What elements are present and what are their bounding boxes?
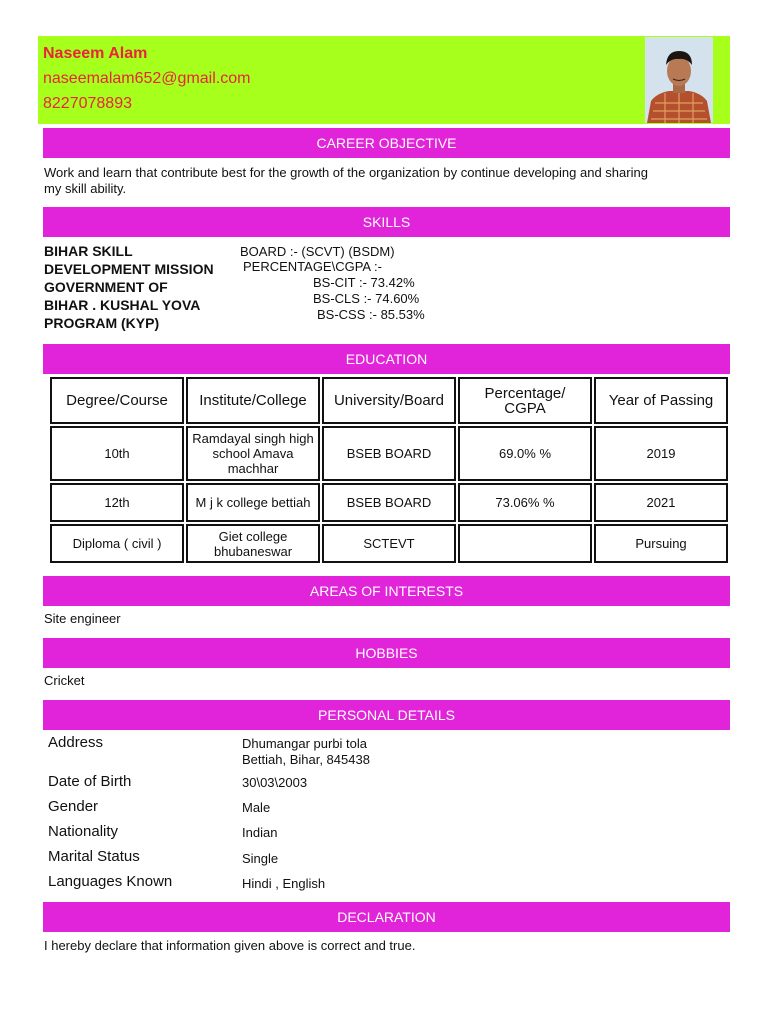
year-cell: Pursuing [594,524,728,563]
skill-board: BOARD :- (SCVT) (BSDM) [240,244,395,259]
table-row [50,426,728,481]
skill-bs-css: BS-CSS :- 85.53% [317,307,425,322]
dob-label: Date of Birth [48,773,132,790]
resume-header [38,36,730,124]
address-line1: Dhumangar purbi tola [242,736,368,751]
education-header-row [50,377,728,424]
col-percentage-header: Percentage/ CGPA [458,377,592,424]
languages-value: Hindi , English [242,876,326,891]
table-row [50,524,728,563]
candidate-name: Naseem Alam [43,45,148,62]
col-degree-header: Degree/Course [50,377,184,424]
gender-value: Male [242,800,271,815]
percentage-cell: 69.0% % [458,426,592,481]
institute-cell: Ramdayal singh high school Amava machhar [186,426,320,481]
degree-cell: 10th [50,426,184,481]
year-cell: 2019 [594,426,728,481]
col-year-header: Year of Passing [594,377,728,424]
marital-status-label: Marital Status [48,848,140,865]
marital-status-value: Single [242,851,279,866]
degree-cell: Diploma ( civil ) [50,524,184,563]
address-label: Address [48,734,104,751]
degree-cell: 12th [50,483,184,522]
candidate-email[interactable]: naseemalam652@gmail.com [43,70,251,87]
education-table [48,375,730,565]
address-line2: Bettiah, Bihar, 845438 [242,752,370,767]
percentage-cell: 73.06% % [458,483,592,522]
col-institute-header: Institute/College [186,377,320,424]
board-cell: BSEB BOARD [322,483,456,522]
section-education: EDUCATION [43,344,730,374]
skill-percentage-label: PERCENTAGE\CGPA :- [243,259,382,274]
declaration-text: I hereby declare that information given above is correct and true. [44,938,416,953]
skill-institution-line: GOVERNMENT OF [44,279,168,295]
institute-cell: Giet college bhubaneswar [186,524,320,563]
skill-institution-line: BIHAR SKILL [44,243,133,259]
career-objective-line1: Work and learn that contribute best for the growth of the organization by continue developing and sharing [44,165,648,180]
candidate-phone[interactable]: 8227078893 [43,95,132,112]
section-personal-details: PERSONAL DETAILS [43,700,730,730]
skill-institution [44,242,244,332]
col-board-header: University/Board [322,377,456,424]
skill-institution-line: BIHAR . KUSHAL YOVA [44,297,201,313]
areas-of-interests-text: Site engineer [44,611,121,626]
nationality-label: Nationality [48,823,119,840]
skill-institution-line: DEVELOPMENT MISSION [44,261,214,277]
board-cell: SCTEVT [322,524,456,563]
skill-bs-cit: BS-CIT :- 73.42% [313,275,415,290]
section-career-objective: CAREER OBJECTIVE [43,128,730,158]
skill-institution-line: PROGRAM (KYP) [44,315,160,331]
skill-bs-cls: BS-CLS :- 74.60% [313,291,420,306]
dob-value: 30\03\2003 [242,775,308,790]
section-hobbies: HOBBIES [43,638,730,668]
table-row [50,483,728,522]
profile-photo [645,37,713,123]
section-skills: SKILLS [43,207,730,237]
institute-cell: M j k college bettiah [186,483,320,522]
nationality-value: Indian [242,825,278,840]
hobbies-text: Cricket [44,673,85,688]
year-cell: 2021 [594,483,728,522]
board-cell: BSEB BOARD [322,426,456,481]
section-declaration: DECLARATION [43,902,730,932]
section-areas-of-interests: AREAS OF INTERESTS [43,576,730,606]
address-value [242,736,370,768]
percentage-cell [458,524,592,563]
languages-label: Languages Known [48,873,173,890]
gender-label: Gender [48,798,99,815]
career-objective-line2: my skill ability. [44,181,127,196]
